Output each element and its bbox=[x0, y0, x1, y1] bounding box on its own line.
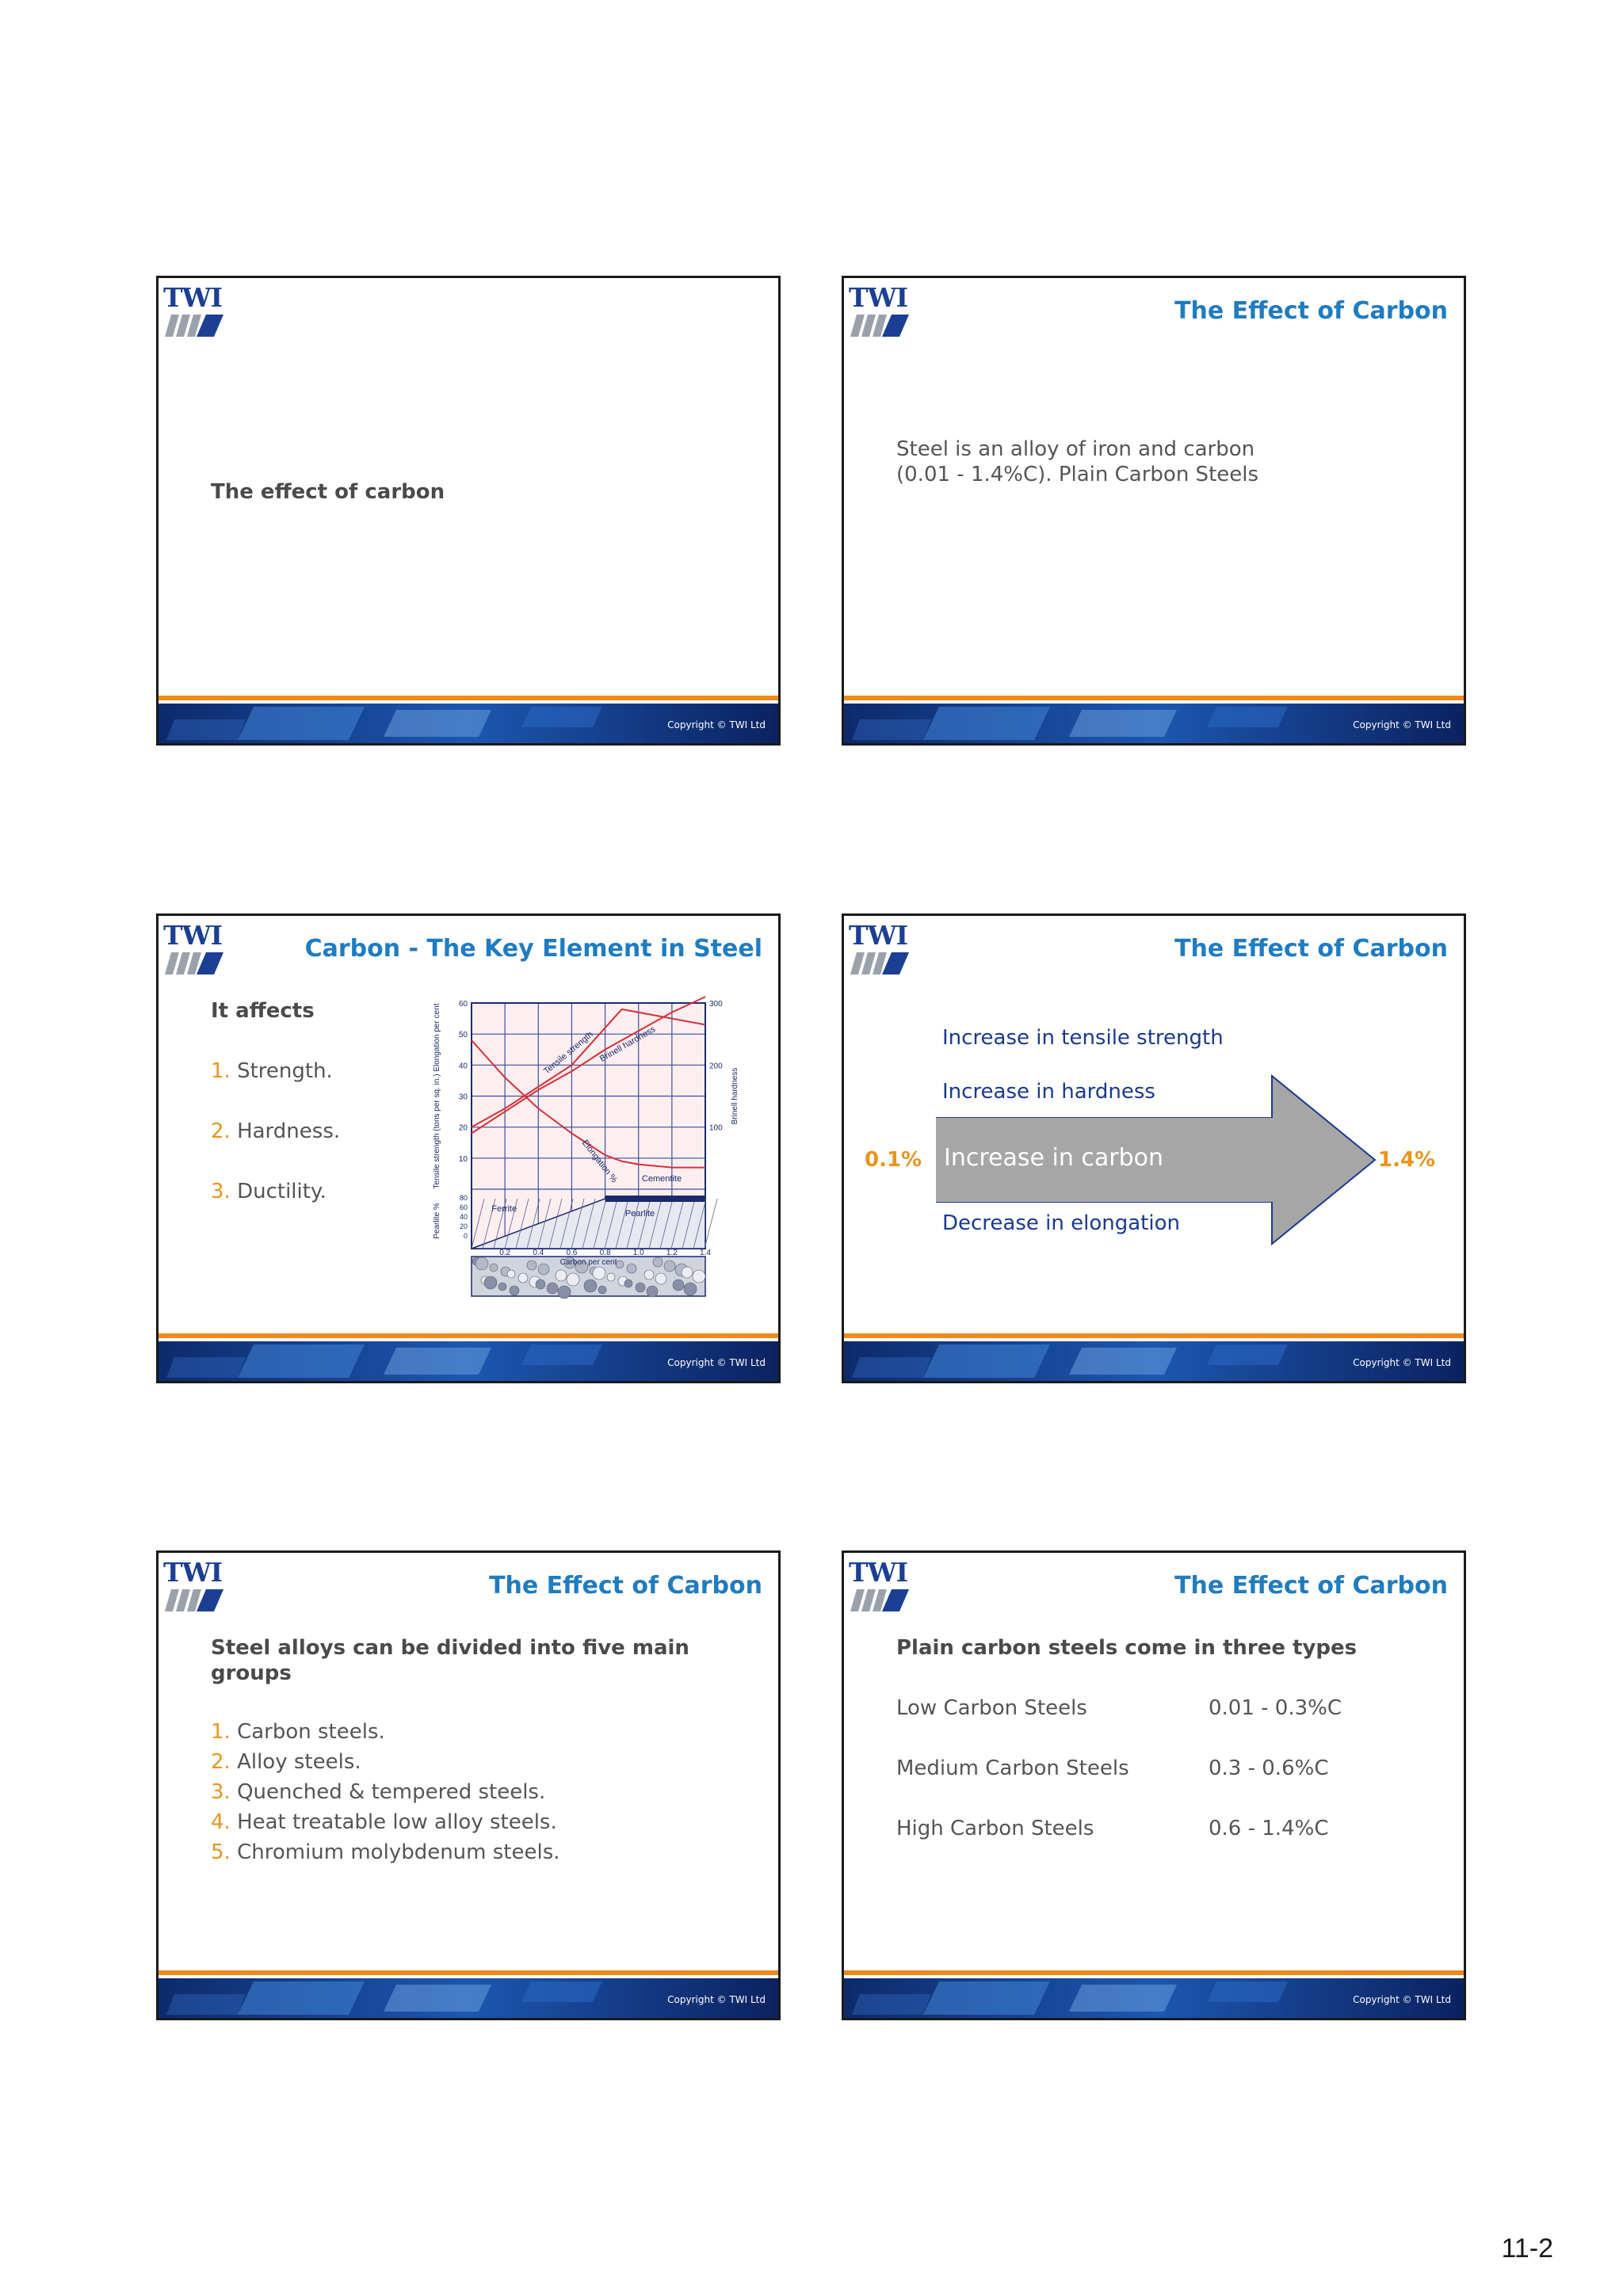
logo-stripes-icon bbox=[850, 952, 911, 974]
grain-cell bbox=[593, 1267, 605, 1280]
twi-logo: TWI bbox=[163, 284, 227, 337]
grain-cell bbox=[655, 1273, 666, 1284]
twi-logo: TWI bbox=[849, 922, 912, 974]
grain-cell bbox=[644, 1270, 654, 1280]
list-item: 2. Hardness. bbox=[211, 1119, 341, 1143]
y-right-tick-label: 200 bbox=[709, 1062, 723, 1071]
steel-type-range: 0.6 - 1.4%C bbox=[1209, 1817, 1329, 1840]
y-right-axis-label: Brinell hardness bbox=[731, 1067, 739, 1125]
steel-type-name: Medium Carbon Steels bbox=[896, 1756, 1129, 1780]
copyright-text: Copyright © TWI Ltd bbox=[667, 1357, 766, 1368]
y-right-tick-label: 300 bbox=[709, 1000, 723, 1009]
x-tick-label: 1.4 bbox=[700, 1249, 711, 1257]
copyright-text: Copyright © TWI Ltd bbox=[667, 1994, 766, 2005]
grain-cell bbox=[536, 1280, 545, 1289]
grain-cell bbox=[682, 1267, 693, 1278]
table-heading: Plain carbon steels come in three types bbox=[896, 1636, 1358, 1660]
list-item: 1. Carbon steels. bbox=[211, 1720, 385, 1744]
grain-cell bbox=[484, 1276, 497, 1289]
grain-cell bbox=[673, 1280, 684, 1291]
carbon-properties-chart bbox=[428, 995, 761, 1328]
grain-cell bbox=[616, 1261, 624, 1268]
logo-stripes-icon bbox=[165, 1589, 225, 1611]
increase-hardness-label: Increase in hardness bbox=[942, 1080, 1155, 1104]
x-tick-label: 0.8 bbox=[599, 1249, 611, 1257]
grain-cell bbox=[490, 1264, 498, 1272]
grain-cell bbox=[607, 1273, 615, 1281]
grain-cell bbox=[475, 1257, 488, 1270]
slide-2 bbox=[842, 276, 1466, 746]
pearlite-tick-label: 0 bbox=[463, 1232, 468, 1240]
x-tick-label: 1.2 bbox=[666, 1249, 678, 1257]
y-tick-label: 10 bbox=[458, 1154, 468, 1164]
y-tick-label: 20 bbox=[458, 1123, 468, 1133]
twi-logo: TWI bbox=[163, 1559, 227, 1611]
arrow-label: Increase in carbon bbox=[944, 1144, 1164, 1172]
steel-type-name: Low Carbon Steels bbox=[896, 1696, 1087, 1720]
grain-cell bbox=[556, 1270, 567, 1281]
grain-cell bbox=[598, 1286, 606, 1294]
grain-cell bbox=[636, 1283, 645, 1292]
body-line-2: (0.01 - 1.4%C). Plain Carbon Steels bbox=[896, 463, 1259, 486]
x-tick-label: 1.0 bbox=[632, 1249, 644, 1257]
steel-type-name: High Carbon Steels bbox=[896, 1817, 1094, 1840]
grain-cell bbox=[664, 1261, 675, 1272]
carbon-max-value: 1.4% bbox=[1378, 1148, 1436, 1172]
increase-tensile-label: Increase in tensile strength bbox=[942, 1026, 1224, 1050]
twi-logo: TWI bbox=[849, 1559, 912, 1611]
body-line-1: Steel is an alloy of iron and carbon bbox=[896, 437, 1255, 461]
twi-logo: TWI bbox=[163, 922, 227, 974]
x-tick-label: 0.4 bbox=[533, 1249, 544, 1257]
pearlite-hatch bbox=[705, 1199, 717, 1249]
y-tick-label: 30 bbox=[458, 1093, 468, 1102]
logo-stripes-icon bbox=[850, 1589, 911, 1611]
y-right-tick-label: 100 bbox=[709, 1123, 723, 1133]
list-item: 3. Ductility. bbox=[211, 1180, 327, 1203]
list-heading-line-1: Steel alloys can be divided into five main bbox=[211, 1636, 689, 1660]
grain-cell bbox=[547, 1283, 558, 1294]
x-axis-label: Carbon per cent bbox=[559, 1258, 617, 1267]
series-label: Tensile strength bbox=[542, 1029, 595, 1077]
slide-4 bbox=[842, 913, 1466, 1383]
grain-cell bbox=[647, 1286, 658, 1297]
list-item: 3. Quenched & tempered steels. bbox=[211, 1780, 546, 1804]
list-heading: It affects bbox=[211, 999, 315, 1023]
series-label: Brinell hardness bbox=[598, 1024, 658, 1065]
chart-annotation: Ferrite bbox=[491, 1204, 517, 1214]
slide-title: The Effect of Carbon bbox=[1174, 297, 1448, 325]
chart-annotation: Cementite bbox=[641, 1174, 682, 1184]
grain-cell bbox=[498, 1283, 506, 1291]
y-tick-label: 40 bbox=[458, 1062, 468, 1071]
list-heading-line-2: groups bbox=[211, 1661, 292, 1685]
y-tick-label: 60 bbox=[458, 1000, 468, 1009]
grain-cell bbox=[518, 1273, 528, 1283]
copyright-text: Copyright © TWI Ltd bbox=[1353, 1357, 1451, 1368]
slide-title: The Effect of Carbon bbox=[1174, 1572, 1448, 1600]
copyright-text: Copyright © TWI Ltd bbox=[667, 719, 766, 730]
slide-subtitle: The effect of carbon bbox=[211, 480, 445, 504]
carbon-min-value: 0.1% bbox=[865, 1148, 922, 1172]
page-number: 11-2 bbox=[1501, 2233, 1553, 2264]
x-tick-label: 0.6 bbox=[566, 1249, 578, 1257]
pearlite-tick-label: 20 bbox=[459, 1222, 468, 1230]
grain-cell bbox=[527, 1261, 537, 1270]
list-item: 2. Alloy steels. bbox=[211, 1750, 361, 1774]
slide-title: The Effect of Carbon bbox=[489, 1572, 762, 1600]
logo-stripes-icon bbox=[165, 952, 225, 974]
series-label: Elongation % bbox=[579, 1138, 620, 1185]
grain-cell bbox=[653, 1257, 663, 1267]
list-item: 5. Chromium molybdenum steels. bbox=[211, 1840, 560, 1864]
slide-title: The Effect of Carbon bbox=[1174, 935, 1448, 963]
copyright-text: Copyright © TWI Ltd bbox=[1353, 719, 1451, 730]
twi-logo: TWI bbox=[849, 284, 912, 337]
grain-cell bbox=[507, 1270, 515, 1278]
cementite-band bbox=[605, 1196, 705, 1202]
grain-cell bbox=[627, 1264, 636, 1273]
pearlite-tick-label: 60 bbox=[459, 1203, 468, 1211]
y-axis-label: Tensile strength (tons per sq. in.) Elongation per cent bbox=[433, 1003, 441, 1189]
slide-6 bbox=[842, 1550, 1466, 2020]
steel-type-range: 0.3 - 0.6%C bbox=[1209, 1756, 1329, 1780]
slide-5 bbox=[156, 1550, 781, 2020]
pearlite-axis-label: Pearlite % bbox=[433, 1203, 441, 1239]
grain-cell bbox=[510, 1286, 519, 1295]
decrease-elongation-label: Decrease in elongation bbox=[942, 1211, 1180, 1235]
list-item: 4. Heat treatable low alloy steels. bbox=[211, 1810, 557, 1834]
logo-stripes-icon bbox=[850, 315, 911, 337]
slide-1 bbox=[156, 276, 781, 746]
pearlite-tick-label: 40 bbox=[459, 1213, 468, 1221]
x-tick-label: 0.2 bbox=[499, 1249, 511, 1257]
grain-cell bbox=[584, 1280, 597, 1292]
list-item: 1. Strength. bbox=[211, 1059, 333, 1083]
grain-cell bbox=[538, 1264, 549, 1275]
slide-3 bbox=[156, 913, 781, 1383]
copyright-text: Copyright © TWI Ltd bbox=[1353, 1994, 1451, 2005]
y-tick-label: 50 bbox=[458, 1031, 468, 1040]
chart-annotation: Pearlite bbox=[624, 1209, 655, 1219]
grain-cell bbox=[624, 1280, 632, 1287]
grain-cell bbox=[693, 1270, 705, 1283]
slide-title: Carbon - The Key Element in Steel bbox=[304, 935, 762, 963]
steel-type-range: 0.01 - 0.3%C bbox=[1209, 1696, 1342, 1720]
pearlite-tick-label: 80 bbox=[459, 1194, 468, 1202]
logo-stripes-icon bbox=[165, 315, 225, 337]
grain-cell bbox=[567, 1273, 579, 1286]
grain-cell bbox=[558, 1286, 571, 1299]
grain-cell bbox=[684, 1283, 697, 1295]
